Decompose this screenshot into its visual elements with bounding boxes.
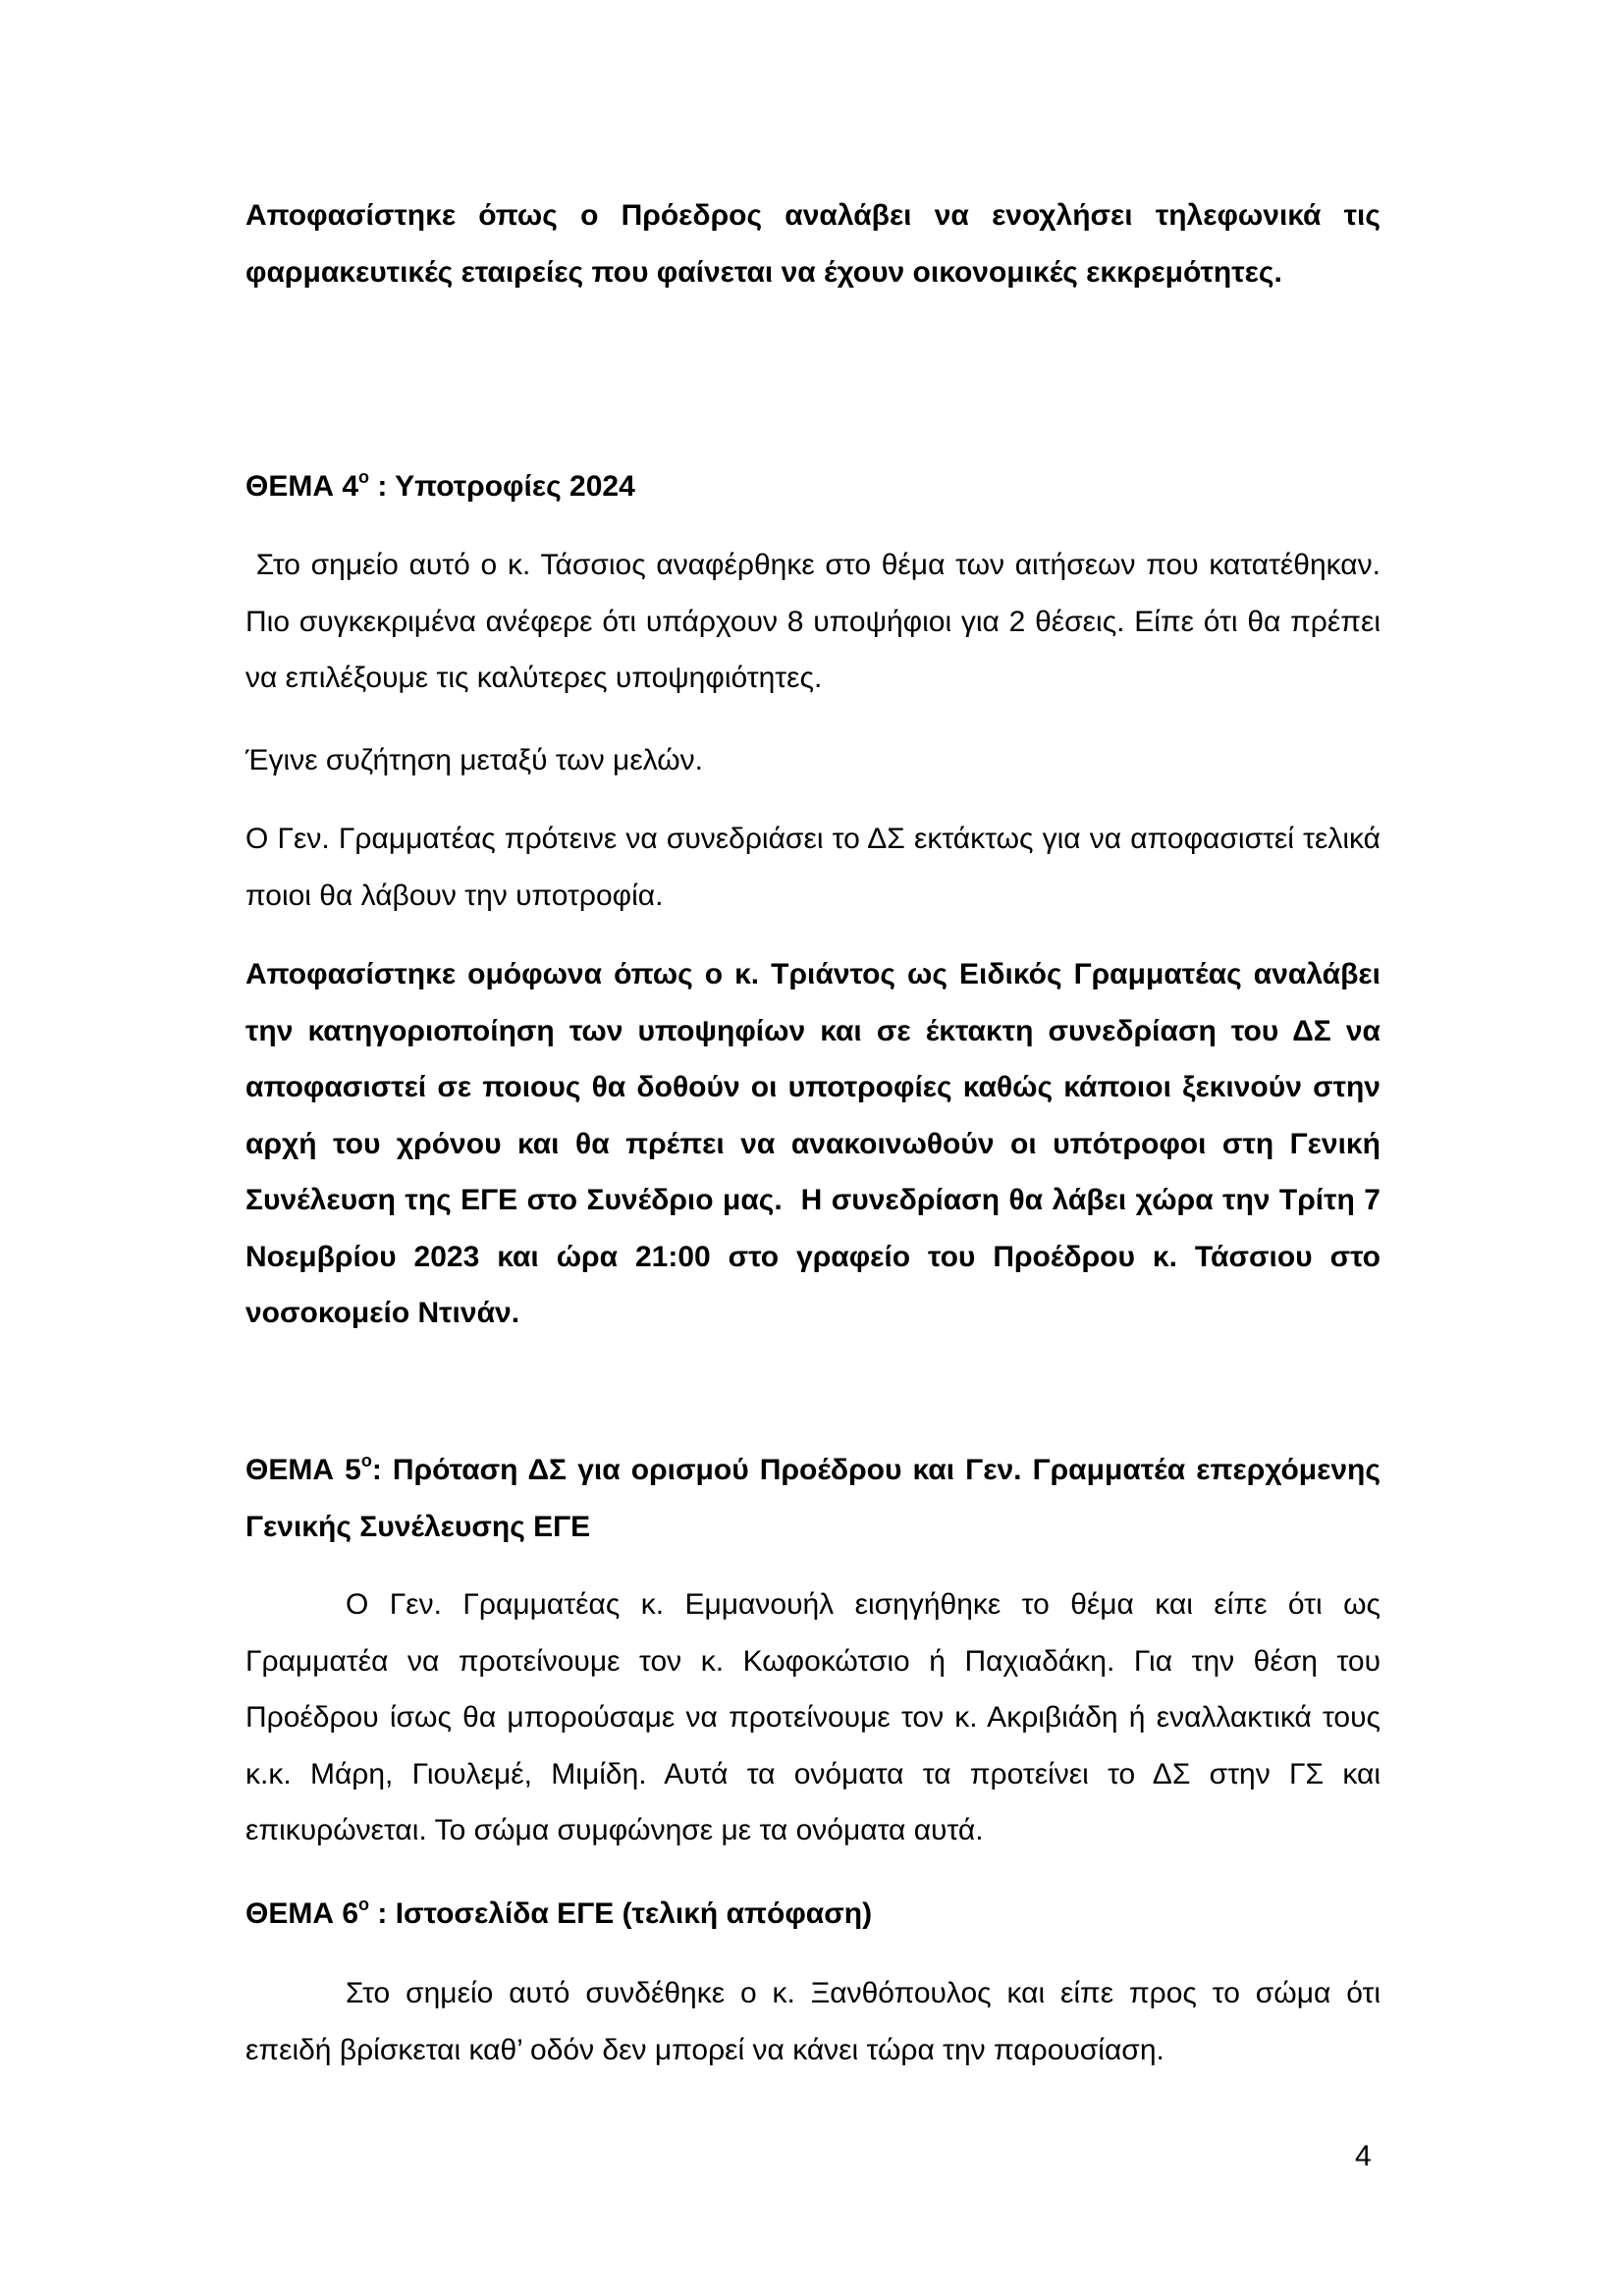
heading-topic-6-ordinal: ο: [358, 1895, 370, 1914]
heading-topic-5-prefix: ΘΕΜΑ 5: [245, 1454, 361, 1486]
heading-topic-4-prefix: ΘΕΜΑ 4: [245, 470, 359, 503]
paragraph-scholarship-applications: Στο σημείο αυτό ο κ. Τάσσιος αναφέρθηκε στο θέμα των αιτήσεων που κατατέθηκαν. Πιο συγκεκριμένα ανέφερε ότι υπάρχουν 8 υποψήφιοι για 2 θέσεις. Είπε ότι θα πρέπει να επιλέξουμε τις καλύτερες υποψηφιότητες.: [245, 549, 1389, 694]
page-number: 4: [1355, 2140, 1372, 2172]
paragraph-website-presentation: Στο σημείο αυτό συνδέθηκε ο κ. Ξανθόπουλος και είπε προς το σώμα ότι επειδή βρίσκεται καθ’ οδόν δεν μπορεί να κάνει τώρα την παρουσίαση.: [245, 1977, 1380, 2066]
heading-topic-4: [245, 458, 1380, 515]
heading-topic-4-title: : Υποτροφίες 2024: [369, 470, 635, 503]
heading-topic-6-prefix: ΘΕΜΑ 6: [245, 1897, 359, 1930]
heading-topic-5-title: : Πρόταση ΔΣ για ορισμού Προέδρου και Γεν. Γραμματέα επερχόμενης Γενικής Συνέλευσης ΕΓΕ: [245, 1454, 1380, 1543]
heading-topic-5: [245, 1442, 1380, 1555]
heading-topic-6-title: : Ιστοσελίδα ΕΓΕ (τελική απόφαση): [369, 1897, 873, 1930]
decision-scholarship-meeting: Αποφασίστηκε ομόφωνα όπως ο κ. Τριάντος ως Ειδικός Γραμματέας αναλάβει την κατηγοριοποίηση των υποψηφίων και σε έκτακτη συνεδρίαση του ΔΣ να αποφασιστεί σε ποιους θα δοθούν οι υποτροφίες καθώς κάποιοι ξεκινούν στην αρχή του χρόνου και θα πρέπει να ανακοινωθούν οι υπότροφοι στη Γενική Συνέλευση της ΕΓΕ στο Συνέδριο μας. Η συνεδρίαση θα λάβει χώρα την Τρίτη 7 Νοεμβρίου 2023 και ώρα 21:00 στο γραφείο του Προέδρου κ. Τάσσιου στο νοσοκομείο Ντινάν.: [245, 958, 1389, 1329]
heading-topic-5-ordinal: ο: [360, 1451, 372, 1470]
paragraph-discussion: Έγινε συζήτηση μεταξύ των μελών.: [245, 744, 704, 776]
heading-topic-6: [245, 1886, 1380, 1943]
paragraph-nominations: Ο Γεν. Γραμματέας κ. Εμμανουήλ εισηγήθηκε το θέμα και είπε ότι ως Γραμματέα να προτείνουμε τον κ. Κωφοκώτσιο ή Παχιαδάκη. Για την θέση του Προέδρου ίσως θα μπορούσαμε να προτείνουμε τον κ. Ακριβιάδη ή εναλλακτικά τους κ.κ. Μάρη, Γιουλεμέ, Μιμίδη. Αυτά τα ονόματα τα προτείνει το ΔΣ στην ΓΣ και επικυρώνεται. Το σώμα συμφώνησε με τα ονόματα αυτά.: [245, 1588, 1380, 1846]
paragraph-secretary-proposal: Ο Γεν. Γραμματέας πρότεινε να συνεδριάσει το ΔΣ εκτάκτως για να αποφασιστεί τελικά ποιοι θα λάβουν την υποτροφία.: [245, 823, 1380, 912]
heading-topic-4-ordinal: ο: [358, 467, 370, 487]
decision-pharma-companies: Αποφασίστηκε όπως ο Πρόεδρος αναλάβει να ενοχλήσει τηλεφωνικά τις φαρμακευτικές εταιρείες που φαίνεται να έχουν οικονομικές εκκρεμότητες.: [245, 199, 1380, 289]
